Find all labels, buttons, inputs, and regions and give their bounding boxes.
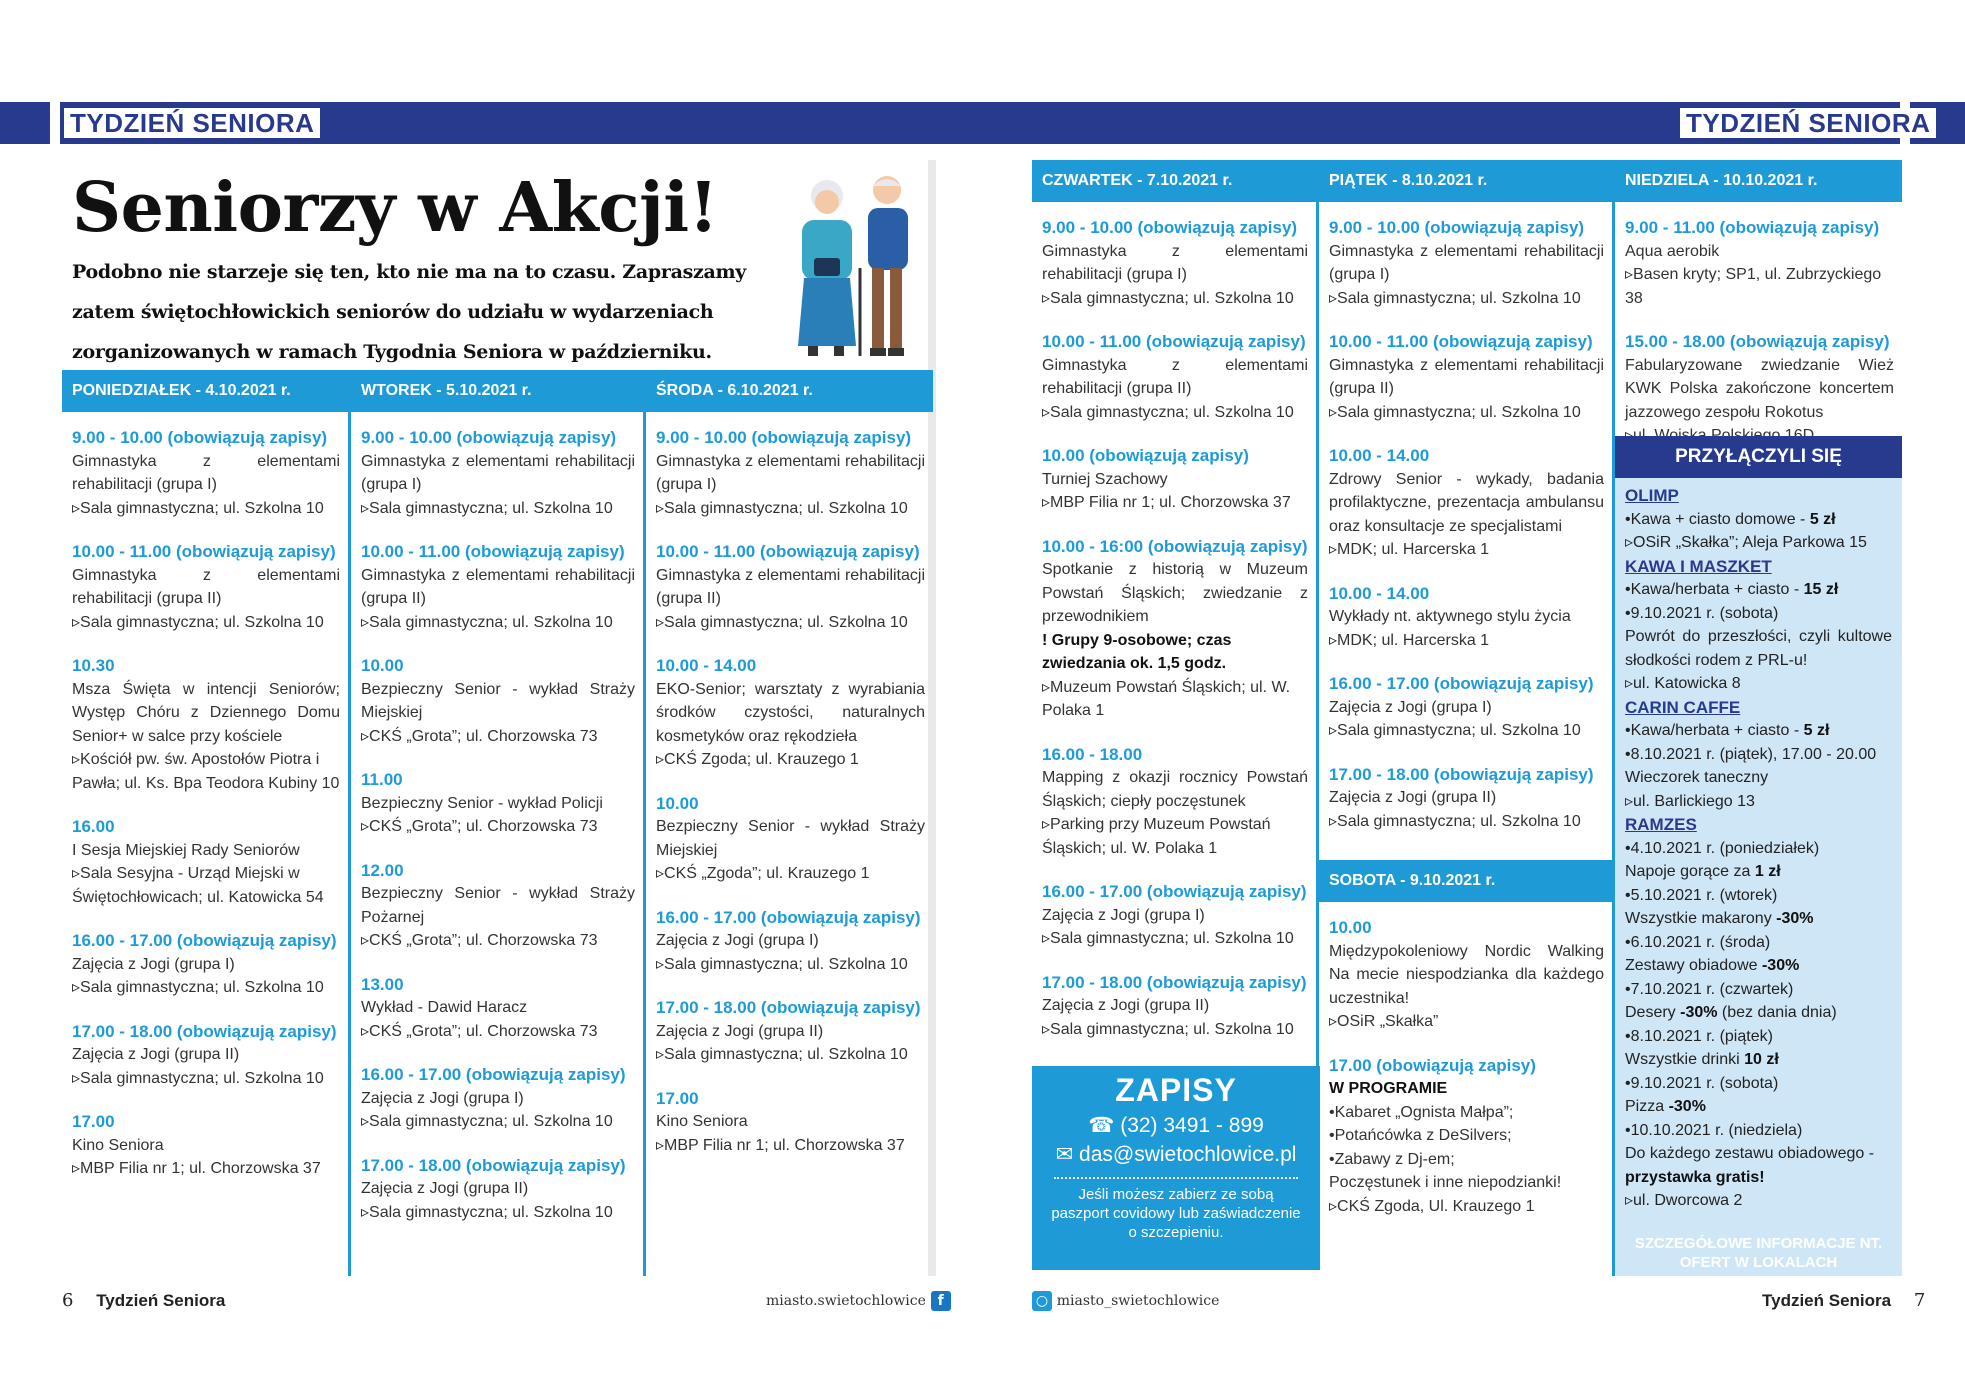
partner-date: • 6.10.2021 r. (środa) bbox=[1625, 931, 1892, 955]
event-location: ▹ Sala gimnastyczna; ul. Szkolna 10 bbox=[656, 953, 925, 977]
event-location: ▹ CKŚ „Grota”; ul. Chorzowska 73 bbox=[361, 815, 635, 839]
event-item bbox=[361, 973, 635, 1044]
event-location: ▹ Sala gimnastyczna; ul. Szkolna 10 bbox=[72, 1067, 340, 1091]
event-item bbox=[1042, 743, 1308, 861]
partner-location: ▹ ul. Katowicka 8 bbox=[1625, 672, 1892, 696]
partner-offer: Pizza -30% bbox=[1625, 1098, 1706, 1115]
partner-location: ▹ ul. Barlickiego 13 bbox=[1625, 790, 1892, 814]
event-item bbox=[72, 815, 340, 909]
column-wednesday bbox=[646, 370, 933, 1276]
event-time: 17.00 - 18.00 (obowiązują zapisy) bbox=[656, 998, 921, 1017]
partner-offer: • Kawa + ciasto domowe - 5 zł bbox=[1625, 508, 1892, 532]
event-location: ▹ Sala gimnastyczna; ul. Szkolna 10 bbox=[1329, 401, 1604, 425]
event-item bbox=[656, 540, 925, 634]
page-title: Seniorzy w Akcji! bbox=[72, 168, 718, 248]
partner-offer: Zestawy obiadowe -30% bbox=[1625, 957, 1800, 974]
event-desc: Międzypokoleniowy Nordic Walking Na mecie niespodzianka dla każdego uczestnika! bbox=[1329, 942, 1604, 1007]
event-item bbox=[361, 859, 635, 953]
event-location: ▹ Sala gimnastyczna; ul. Szkolna 10 bbox=[361, 1110, 635, 1134]
event-time: 9.00 - 10.00 (obowiązują zapisy) bbox=[656, 428, 912, 447]
event-desc: Zajęcia z Jogi (grupa II) bbox=[361, 1180, 529, 1197]
partners-heading: PRZYŁĄCZYLI SIĘ bbox=[1615, 436, 1902, 478]
event-time: 9.00 - 10.00 (obowiązują zapisy) bbox=[1329, 218, 1585, 237]
column-monday bbox=[62, 370, 351, 1276]
event-desc: Fabularyzowane zwiedzanie Wież KWK Polska zakończone koncertem jazzowego zespołu Rokotus bbox=[1625, 356, 1894, 421]
partner-date: • 10.10.2021 r. (niedziela) bbox=[1625, 1119, 1892, 1143]
footer-title: Tydzień Seniora bbox=[96, 1291, 226, 1310]
event-item bbox=[72, 654, 340, 795]
event-desc: Zajęcia z Jogi (grupa I) bbox=[72, 955, 235, 973]
event-time: 16.00 - 17.00 (obowiązują zapisy) bbox=[72, 931, 337, 950]
column-friday bbox=[1319, 160, 1615, 866]
event-desc: EKO-Senior; warsztaty z wyrabiania środków czystości, naturalnych kosmetyków oraz rękodzieła bbox=[656, 680, 925, 745]
header-title-left: TYDZIEŃ SENIORA bbox=[64, 108, 320, 138]
event-desc: Mapping z okazji rocznicy Powstań Śląskich; ciepły poczęstunek bbox=[1042, 769, 1308, 810]
page-number: 7 bbox=[1913, 1290, 1926, 1311]
partner-offer: Wszystkie makarony -30% bbox=[1625, 910, 1814, 927]
event-location: ▹ Sala gimnastyczna; ul. Szkolna 10 bbox=[1329, 719, 1604, 743]
event-desc: Gimnastyka z elementami rehabilitacji (grupa I) bbox=[1042, 242, 1308, 283]
event-desc: Zdrowy Senior - wykady, badania profilaktyczne, prezentacja ambulansu oraz konsultacje ze specjalistami bbox=[1329, 470, 1604, 535]
partner-offer: Napoje gorące za 1 zł bbox=[1625, 863, 1781, 880]
instagram-icon: ○ bbox=[1032, 1291, 1052, 1311]
program-extra: Poczęstunek i inne niepodzianki! bbox=[1329, 1174, 1562, 1191]
event-location: ▹ Sala gimnastyczna; ul. Szkolna 10 bbox=[1042, 927, 1308, 951]
event-item bbox=[656, 996, 925, 1067]
day-heading: PONIEDZIAŁEK - 4.10.2021 r. bbox=[62, 370, 348, 412]
program-item: • Zabawy z Dj-em; bbox=[1329, 1148, 1604, 1172]
event-time: 15.00 - 18.00 (obowiązują zapisy) bbox=[1625, 332, 1890, 351]
event-time: 12.00 bbox=[361, 860, 404, 880]
band-fill bbox=[280, 102, 983, 144]
event-location: ▹ Sala gimnastyczna; ul. Szkolna 10 bbox=[1042, 1018, 1308, 1042]
event-time: 10.00 - 11.00 (obowiązują zapisy) bbox=[72, 542, 336, 561]
event-desc: Zajęcia z Jogi (grupa II) bbox=[1042, 997, 1210, 1014]
event-desc: Zajęcia z Jogi (grupa I) bbox=[1042, 906, 1205, 924]
day-heading: ŚRODA - 6.10.2021 r. bbox=[646, 370, 933, 412]
event-location: ▹ Sala gimnastyczna; ul. Szkolna 10 bbox=[1042, 401, 1308, 425]
event-item bbox=[361, 1154, 635, 1225]
phone-icon: ☎ bbox=[1088, 1114, 1115, 1137]
event-time: 17.00 (obowiązują zapisy) bbox=[1329, 1055, 1536, 1075]
footer-right bbox=[1762, 1290, 1925, 1311]
event-desc: Zajęcia z Jogi (grupa II) bbox=[72, 1046, 240, 1063]
event-location: ▹ Parking przy Muzeum Powstań Śląskich; ul. W. Polaka 1 bbox=[1042, 813, 1308, 860]
event-time: 10.00 bbox=[1329, 918, 1372, 937]
partner-date: • 8.10.2021 r. (piątek), 17.00 - 20.00 bbox=[1625, 743, 1892, 767]
event-desc: Gimnastyka z elementami rehabilitacji (grupa II) bbox=[1042, 356, 1308, 397]
day-heading: PIĄTEK - 8.10.2021 r. bbox=[1319, 160, 1612, 202]
page-number: 6 bbox=[62, 1290, 74, 1311]
event-desc: Gimnastyka z elementami rehabilitacji (grupa I) bbox=[656, 452, 925, 493]
event-location: ▹ Sala gimnastyczna; ul. Szkolna 10 bbox=[656, 1043, 925, 1067]
event-item bbox=[1042, 535, 1308, 723]
event-desc: Gimnastyka z elementami rehabilitacji (grupa II) bbox=[656, 566, 925, 607]
event-location: ▹ Sala gimnastyczna; ul. Szkolna 10 bbox=[72, 611, 340, 635]
event-time: 9.00 - 10.00 (obowiązują zapisy) bbox=[72, 428, 328, 447]
event-item bbox=[1329, 330, 1604, 424]
band-separator bbox=[50, 102, 60, 144]
partners-list bbox=[1615, 478, 1902, 1213]
partner-offer: Do każdego zestawu obiadowego - przystawka gratis! bbox=[1625, 1145, 1875, 1186]
day-events bbox=[1032, 202, 1316, 1041]
event-item bbox=[656, 792, 925, 886]
day-heading: CZWARTEK - 7.10.2021 r. bbox=[1032, 160, 1316, 202]
event-time: 10.00 - 11.00 (obowiązują zapisy) bbox=[1329, 332, 1593, 351]
event-location: ▹ Sala Sesyjna - Urząd Miejski w Świętochłowicach; ul. Katowicka 54 bbox=[72, 862, 340, 909]
partner-offer: Wszystkie drinki 10 zł bbox=[1625, 1051, 1779, 1068]
event-location: ▹ Sala gimnastyczna; ul. Szkolna 10 bbox=[1042, 287, 1308, 311]
event-location: ▹ MDK; ul. Harcerska 1 bbox=[1329, 629, 1604, 653]
event-time: 17.00 - 18.00 (obowiązują zapisy) bbox=[361, 1155, 626, 1175]
event-location: ▹ CKŚ Zgoda; ul. Krauzego 1 bbox=[656, 748, 925, 772]
event-time: 16.00 - 18.00 bbox=[1042, 744, 1143, 764]
event-item bbox=[1329, 444, 1604, 562]
event-desc: Bezpieczny Senior - wykład Straży Pożarnej bbox=[361, 885, 635, 926]
phone-number: (32) 3491 - 899 bbox=[1120, 1114, 1264, 1137]
partner-name: OLIMP bbox=[1625, 486, 1679, 505]
event-location: ▹ Sala gimnastyczna; ul. Szkolna 10 bbox=[72, 976, 340, 1000]
event-item bbox=[361, 768, 635, 839]
event-item bbox=[1042, 880, 1308, 951]
event-location: ▹ MBP Filia nr 1; ul. Chorzowska 37 bbox=[656, 1134, 925, 1158]
event-location: ▹ Sala gimnastyczna; ul. Szkolna 10 bbox=[361, 497, 635, 521]
event-item bbox=[72, 1110, 340, 1181]
day-events bbox=[1319, 202, 1612, 833]
event-item bbox=[1329, 916, 1604, 1034]
partner-date: • 9.10.2021 r. (sobota) bbox=[1625, 602, 1892, 626]
event-desc: Kino Seniora bbox=[656, 1113, 748, 1130]
program-item: • Kabaret „Ognista Małpa”; bbox=[1329, 1101, 1604, 1125]
partner-offer: Desery -30% (bez dania dnia) bbox=[1625, 1004, 1837, 1021]
partner-date: • 4.10.2021 r. (poniedziałek) bbox=[1625, 837, 1892, 861]
event-desc: Gimnastyka z elementami rehabilitacji (grupa II) bbox=[361, 566, 635, 607]
instagram-handle: miasto_swietochlowice bbox=[1056, 1293, 1220, 1309]
event-item bbox=[1329, 582, 1604, 653]
event-location: ▹ Sala gimnastyczna; ul. Szkolna 10 bbox=[1329, 287, 1604, 311]
event-location: ▹ OSiR „Skałka” bbox=[1329, 1010, 1604, 1034]
partner-name: RAMZES bbox=[1625, 815, 1697, 834]
signup-box bbox=[1032, 1066, 1320, 1270]
event-time: 13.00 bbox=[361, 974, 404, 994]
event-item bbox=[656, 426, 925, 520]
event-desc: Bezpieczny Senior - wykład Policji bbox=[361, 794, 603, 812]
event-item bbox=[656, 654, 925, 772]
event-time: 10.00 - 16:00 (obowiązują zapisy) bbox=[1042, 536, 1308, 556]
partners-footer-note: SZCZEGÓŁOWE INFORMACJE NT. OFERT W LOKALACH bbox=[1634, 1235, 1883, 1271]
event-desc: Wykłady nt. aktywnego stylu życia bbox=[1329, 608, 1571, 625]
event-desc: Bezpieczny Senior - wykład Straży Miejskiej bbox=[656, 818, 925, 859]
event-location: ▹ Sala gimnastyczna; ul. Szkolna 10 bbox=[72, 497, 340, 521]
event-item bbox=[361, 540, 635, 634]
column-tuesday bbox=[351, 370, 646, 1276]
partner-date: • 9.10.2021 r. (sobota) bbox=[1625, 1072, 1892, 1096]
event-item bbox=[1329, 763, 1604, 834]
partners-box bbox=[1615, 436, 1902, 1276]
event-time: 17.00 - 18.00 (obowiązują zapisy) bbox=[1329, 764, 1594, 784]
day-events bbox=[1615, 202, 1902, 448]
event-time: 16.00 - 17.00 (obowiązują zapisy) bbox=[1042, 882, 1307, 901]
event-time: 17.00 bbox=[656, 1088, 699, 1108]
partner-date: • 5.10.2021 r. (wtorek) bbox=[1625, 884, 1892, 908]
event-desc: Msza Święta w intencji Seniorów; Występ Chóru z Dziennego Domu Senior+ w salce przy kościele bbox=[72, 680, 340, 745]
event-location: ▹ MBP Filia nr 1; ul. Chorzowska 37 bbox=[72, 1157, 340, 1181]
event-item bbox=[1042, 444, 1308, 515]
event-desc: Wykład - Dawid Haracz bbox=[361, 999, 528, 1016]
event-desc: Aqua aerobik bbox=[1625, 242, 1720, 260]
partner-name: KAWA I MASZKET bbox=[1625, 556, 1772, 576]
event-time: 10.30 bbox=[72, 656, 115, 675]
day-heading: NIEDZIELA - 10.10.2021 r. bbox=[1615, 160, 1902, 202]
event-item bbox=[1042, 216, 1308, 310]
column-sunday bbox=[1615, 160, 1902, 436]
event-desc: Gimnastyka z elementami rehabilitacji (grupa I) bbox=[72, 452, 340, 493]
event-location: ▹ Sala gimnastyczna; ul. Szkolna 10 bbox=[1329, 810, 1604, 834]
event-location: ▹ MDK; ul. Harcerska 1 bbox=[1329, 538, 1604, 562]
event-time: 10.00 bbox=[656, 793, 699, 813]
event-desc: Spotkanie z historią w Muzeum Powstań Śląskich; zwiedzanie z przewodnikiem bbox=[1042, 561, 1308, 625]
event-time: 10.00 - 14.00 bbox=[656, 656, 757, 675]
event-time: 10.00 - 11.00 (obowiązują zapisy) bbox=[656, 542, 920, 561]
event-location: ▹ Basen kryty; SP1, ul. Zubrzyckiego 38 bbox=[1625, 263, 1894, 310]
day-events bbox=[646, 412, 933, 1157]
event-desc: Zajęcia z Jogi (grupa I) bbox=[656, 932, 819, 949]
event-desc: I Sesja Miejskiej Rady Seniorów bbox=[72, 841, 300, 859]
day-events bbox=[62, 412, 348, 1181]
program-label: W PROGRAMIE bbox=[1329, 1080, 1448, 1097]
footer-facebook[interactable] bbox=[766, 1290, 951, 1311]
event-item bbox=[656, 906, 925, 977]
event-time: 9.00 - 10.00 (obowiązują zapisy) bbox=[361, 428, 617, 447]
event-desc: Gimnastyka z elementami rehabilitacji (grupa I) bbox=[361, 452, 635, 493]
event-location: ▹ CKŚ „Grota”; ul. Chorzowska 73 bbox=[361, 929, 635, 953]
footer-title: Tydzień Seniora bbox=[1762, 1291, 1892, 1310]
event-time: 17.00 - 18.00 (obowiązują zapisy) bbox=[1042, 972, 1307, 992]
partner-offer: • Kawa/herbata + ciasto - 5 zł bbox=[1625, 719, 1892, 743]
event-location: ▹ CKŚ „Zgoda”; ul. Krauzego 1 bbox=[656, 862, 925, 886]
signup-title: ZAPISY bbox=[1115, 1072, 1237, 1108]
program-item: • Potańcówka z DeSilvers; bbox=[1329, 1124, 1604, 1148]
facebook-handle: miasto.swietochlowice bbox=[766, 1293, 926, 1309]
page-subtitle: Podobno nie starzeje się ten, kto nie ma na to czasu. Zapraszamy zatem świętochłowickich seniorów do udziału w wydarzeniach zorganizowanych w ramach Tygodnia Seniora w październiku. bbox=[72, 261, 747, 363]
footer-instagram[interactable] bbox=[1032, 1290, 1219, 1311]
event-time: 17.00 - 18.00 (obowiązują zapisy) bbox=[72, 1021, 337, 1041]
partner-offer: • Kawa/herbata + ciasto - 15 zł bbox=[1625, 578, 1892, 602]
partner-date: • 8.10.2021 r. (piątek) bbox=[1625, 1025, 1892, 1049]
event-desc: Gimnastyka z elementami rehabilitacji (grupa I) bbox=[1329, 242, 1604, 283]
event-time: 16.00 bbox=[72, 817, 115, 836]
facebook-icon: f bbox=[931, 1291, 951, 1311]
event-desc: Turniej Szachowy bbox=[1042, 470, 1168, 488]
event-time: 10.00 - 14.00 bbox=[1329, 446, 1430, 465]
event-location: ▹ Sala gimnastyczna; ul. Szkolna 10 bbox=[656, 497, 925, 521]
partner-date: • 7.10.2021 r. (czwartek) bbox=[1625, 978, 1892, 1002]
event-time: 10.00 (obowiązują zapisy) bbox=[1042, 446, 1249, 465]
email-address: das@swietochlowice.pl bbox=[1079, 1143, 1297, 1166]
event-item bbox=[1329, 216, 1604, 310]
event-time: 10.00 - 14.00 bbox=[1329, 583, 1430, 603]
event-item bbox=[361, 654, 635, 748]
event-time: 10.00 - 11.00 (obowiązują zapisy) bbox=[361, 542, 625, 561]
partner-desc: Powrót do przeszłości, czyli kultowe słodkości rodem z PRL-u! bbox=[1625, 628, 1892, 669]
event-location: ▹ CKŚ „Grota”; ul. Chorzowska 73 bbox=[361, 725, 635, 749]
event-location: ▹ Muzeum Powstań Śląskich; ul. W. Polaka 1 bbox=[1042, 676, 1308, 723]
signup-phone[interactable] bbox=[1032, 1113, 1320, 1138]
event-item bbox=[72, 929, 340, 1000]
event-desc: Gimnastyka z elementami rehabilitacji (grupa II) bbox=[72, 566, 340, 607]
event-time: 10.00 - 11.00 (obowiązują zapisy) bbox=[1042, 332, 1306, 351]
event-item bbox=[1625, 330, 1894, 448]
partner-name: CARIN CAFFE bbox=[1625, 697, 1741, 717]
event-time: 16.00 - 17.00 (obowiązują zapisy) bbox=[656, 907, 921, 927]
day-heading: WTOREK - 5.10.2021 r. bbox=[351, 370, 643, 412]
divider bbox=[1054, 1177, 1298, 1179]
footer-left bbox=[62, 1290, 225, 1311]
envelope-icon: ✉ bbox=[1055, 1143, 1074, 1166]
event-item bbox=[1625, 216, 1894, 310]
event-time: 17.00 bbox=[72, 1112, 115, 1131]
partner-location: ▹ OSiR „Skałka”; Aleja Parkowa 15 bbox=[1625, 531, 1892, 555]
event-location: ▹ CKŚ Zgoda, Ul. Krauzego 1 bbox=[1329, 1195, 1604, 1219]
event-item bbox=[72, 426, 340, 520]
event-item bbox=[1329, 672, 1604, 743]
event-time: 11.00 bbox=[361, 770, 403, 789]
event-item bbox=[1042, 330, 1308, 424]
event-location: ▹ Sala gimnastyczna; ul. Szkolna 10 bbox=[361, 1201, 635, 1225]
signup-note: Jeśli możesz zabierz ze sobą paszport covidowy lub zaświadczenie o szczepieniu. bbox=[1051, 1186, 1301, 1241]
event-location: ▹ Sala gimnastyczna; ul. Szkolna 10 bbox=[656, 611, 925, 635]
event-time: 9.00 - 11.00 (obowiązują zapisy) bbox=[1625, 218, 1880, 237]
event-desc: Zajęcia z Jogi (grupa I) bbox=[361, 1089, 524, 1107]
header-title-right: TYDZIEŃ SENIORA bbox=[1680, 108, 1936, 138]
event-desc: Zajęcia z Jogi (grupa II) bbox=[656, 1022, 824, 1040]
column-thursday bbox=[1032, 160, 1319, 1066]
event-desc: Gimnastyka z elementami rehabilitacji (grupa II) bbox=[1329, 356, 1604, 397]
partner-desc: Wieczorek taneczny bbox=[1625, 769, 1769, 786]
event-warning: ! Grupy 9-osobowe; czas zwiedzania ok. 1,5 godz. bbox=[1042, 631, 1232, 672]
event-location: ▹ CKŚ „Grota”; ul. Chorzowska 73 bbox=[361, 1020, 635, 1044]
event-item bbox=[72, 1020, 340, 1091]
day-events bbox=[1319, 902, 1612, 1218]
event-time: 10.00 bbox=[361, 656, 404, 675]
event-time: 9.00 - 10.00 (obowiązują zapisy) bbox=[1042, 218, 1298, 237]
event-item bbox=[361, 426, 635, 520]
event-time: 16.00 - 17.00 (obowiązują zapisy) bbox=[361, 1065, 626, 1084]
event-desc: Zajęcia z Jogi (grupa II) bbox=[1329, 789, 1497, 806]
day-heading: SOBOTA - 9.10.2021 r. bbox=[1319, 860, 1612, 902]
event-time: 16.00 - 17.00 (obowiązują zapisy) bbox=[1329, 674, 1594, 693]
event-desc: Kino Seniora bbox=[72, 1136, 164, 1154]
event-desc: Zajęcia z Jogi (grupa I) bbox=[1329, 698, 1492, 716]
event-item bbox=[361, 1063, 635, 1134]
event-item bbox=[72, 540, 340, 634]
column-saturday bbox=[1319, 860, 1615, 1276]
signup-email[interactable] bbox=[1032, 1142, 1320, 1167]
partner-location: ▹ ul. Dworcowa 2 bbox=[1625, 1189, 1892, 1213]
event-desc: Bezpieczny Senior - wykład Straży Miejskiej bbox=[361, 680, 635, 721]
event-item bbox=[656, 1087, 925, 1158]
event-location: ▹ Kościół pw. św. Apostołów Piotra i Pawła; ul. Ks. Bpa Teodora Kubiny 10 bbox=[72, 748, 340, 795]
seniors-illustration bbox=[772, 168, 942, 368]
event-location: ▹ MBP Filia nr 1; ul. Chorzowska 37 bbox=[1042, 491, 1308, 515]
event-location: ▹ Sala gimnastyczna; ul. Szkolna 10 bbox=[361, 611, 635, 635]
day-events bbox=[351, 412, 643, 1224]
event-item bbox=[1329, 1054, 1604, 1219]
event-item bbox=[1042, 971, 1308, 1042]
